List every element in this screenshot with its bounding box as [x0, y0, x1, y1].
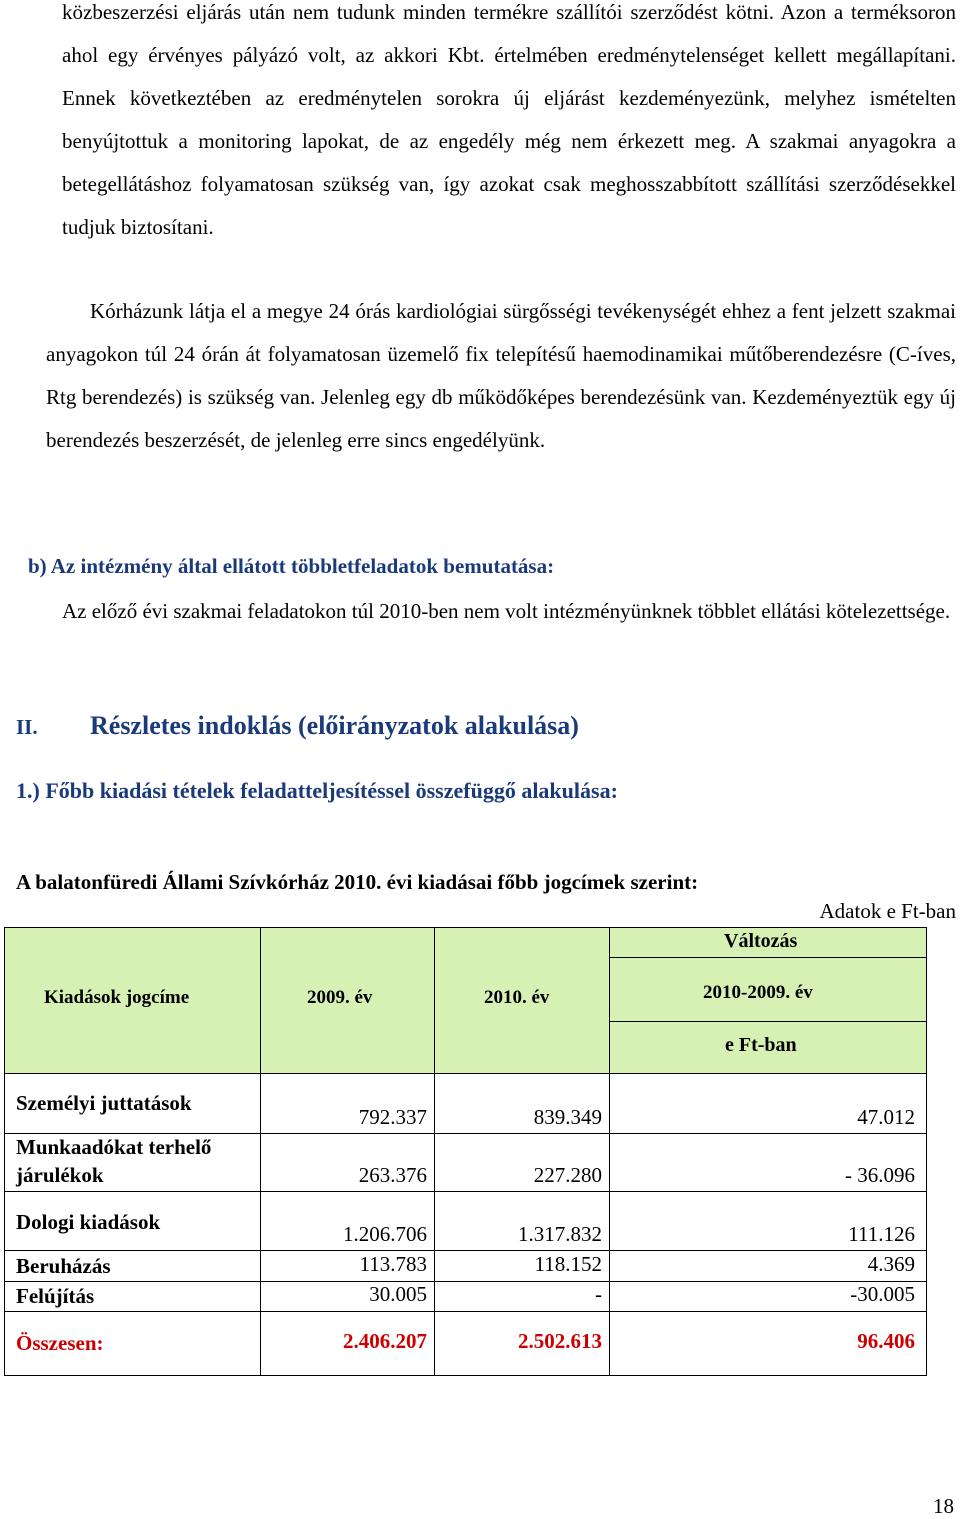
- row-material-2010: 1.317.832: [518, 1222, 602, 1246]
- col-header-2009: 2009. év: [307, 987, 373, 1008]
- row-renovation-change: -30.005: [850, 1282, 915, 1306]
- row-investment-2009: 113.783: [359, 1252, 427, 1276]
- row-material-2009: 1.206.706: [343, 1222, 427, 1246]
- heading-extra-tasks: b) Az intézmény által ellátott többletfeladatok bemutatása:: [28, 554, 555, 578]
- row-label-personnel: Személyi juttatások: [16, 1091, 192, 1115]
- table-border-left: [4, 927, 5, 1376]
- col-line-1: [260, 927, 261, 1376]
- row-contributions-2010: 227.280: [533, 1163, 602, 1187]
- row-material-change: 111.126: [848, 1222, 915, 1246]
- row-renovation-2010: -: [595, 1282, 602, 1306]
- row-label-contributions: Munkaadókat terhelő járulékok: [16, 1135, 212, 1187]
- table-border-bottom: [4, 1375, 927, 1376]
- row-personnel-2010: 839.349: [533, 1105, 602, 1129]
- row-personnel-change: 47.012: [857, 1105, 915, 1129]
- change-header-divider-1: [609, 957, 927, 958]
- row-line-4: [4, 1281, 927, 1282]
- col-line-3: [609, 927, 610, 1376]
- row-investment-2010: 118.152: [534, 1252, 602, 1276]
- col-header-title: Kiadások jogcíme: [44, 987, 190, 1008]
- heading-section-II: [16, 711, 579, 741]
- expenditure-table: [4, 927, 927, 1376]
- row-label-investment: Beruházás: [16, 1254, 111, 1278]
- row-line-3: [4, 1250, 927, 1251]
- row-total-change: 96.406: [857, 1329, 915, 1353]
- paragraph-procurement: közbeszerzési eljárás után nem tudunk minden termékre szállítói szerződést kötni. Azon a terméksoron ahol egy érvényes pályázó volt, az akkori Kbt. értelmében eredménytelenséget kellett megállapítani. Ennek következtében az eredménytelen sorokra új eljárást kezdeményezünk, melyhez ismételten benyújtottuk a monitoring lapokat, de az engedély még nem érkezett meg. A szakmai anyagokra a betegellátáshoz folyamatosan szükség van, így azokat csak meghosszabbított szállítási szerződésekkel tudjuk biztosítani.: [62, 0, 956, 239]
- table-title: A balatonfüredi Állami Szívkórház 2010. évi kiadásai főbb jogcímek szerint:: [16, 870, 699, 894]
- table-border-right: [926, 927, 927, 1376]
- paragraph-extra-tasks: Az előző évi szakmai feladatokon túl 2010-ben nem volt intézményünknek többlet ellátási kötelezettsége.: [62, 599, 951, 623]
- header-bottom-line: [4, 1073, 927, 1074]
- row-label-material: Dologi kiadások: [16, 1210, 161, 1234]
- row-line-2: [4, 1191, 927, 1192]
- row-line-5: [4, 1311, 927, 1312]
- row-total-2009: 2.406.207: [343, 1329, 427, 1353]
- heading-expenditure: 1.) Főbb kiadási tételek feladatteljesítéssel összefüggő alakulása:: [16, 778, 618, 803]
- page-number: 18: [933, 1494, 954, 1518]
- row-label-total: Összesen:: [16, 1331, 104, 1355]
- row-renovation-2009: 30.005: [369, 1282, 427, 1306]
- col-header-2010: 2010. év: [484, 987, 550, 1008]
- paragraph-cardiology: Kórházunk látja el a megye 24 órás kardiológiai sürgősségi tevékenységét ehhez a fent jelzett szakmai anyagokon túl 24 órán át folyamatosan üzemelő fix telepítésű haemodinamikai műtőberendezésre (C-íves, Rtg berendezés) is szükség van. Jelenleg egy db működőképes berendezésünk van. Kezdeményeztük egy új berendezés beszerzését, de jelenleg erre sincs engedélyünk.: [46, 299, 956, 452]
- table-border-top: [4, 927, 927, 928]
- row-contributions-2009: 263.376: [358, 1163, 427, 1187]
- section-number: II.: [16, 715, 38, 739]
- row-investment-change: 4.369: [867, 1252, 915, 1276]
- col-header-change-unit: e Ft-ban: [725, 1034, 797, 1056]
- row-total-2010: 2.502.613: [518, 1329, 602, 1353]
- col-header-change-years: 2010-2009. év: [703, 982, 813, 1003]
- col-header-change: Változás: [724, 930, 798, 952]
- section-title: Részletes indoklás (előirányzatok alakulása): [90, 711, 579, 740]
- row-contributions-change: - 36.096: [845, 1163, 915, 1187]
- col-line-2: [434, 927, 435, 1376]
- row-personnel-2009: 792.337: [358, 1105, 427, 1129]
- row-label-renovation: Felújítás: [16, 1284, 95, 1308]
- change-header-divider-2: [609, 1021, 927, 1022]
- table-unit: Adatok e Ft-ban: [819, 899, 956, 923]
